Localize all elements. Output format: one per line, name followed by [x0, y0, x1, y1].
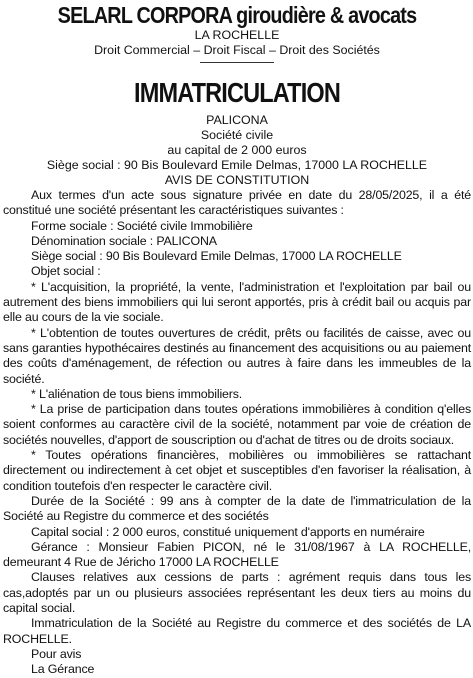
company-form: Société civile	[200, 128, 274, 142]
paragraph-for-notice: Pour avis	[31, 646, 82, 661]
paragraph-seat: Siège social : 90 Bis Boulevard Emile Delmas, 17000 LA ROCHELLE	[31, 249, 402, 264]
notice-title: IMMATRICULATION	[133, 77, 341, 108]
notice-body	[3, 188, 471, 678]
paragraph-legal-form: Forme sociale : Société civile Immobilière	[31, 218, 253, 233]
paragraph-purpose-2: * L'obtention de toutes ouvertures de crédit, prêts ou facilités de caisse, avec ou sans garanties hypothécaires destinés au financement des acquisitions ou au paiement des coûts d'aménagement, de réfection ou autres à faire dans les immeubles de la société.	[3, 325, 471, 386]
paragraph-signature: La Gérance	[31, 662, 95, 677]
firm-specialties: Droit Commercial – Droit Fiscal – Droit des Sociétés	[94, 43, 380, 57]
paragraph-capital: Capital social : 2 000 euros, constitué uniquement d'apports en numéraire	[31, 524, 425, 539]
paragraph-purpose-3: * L'aliénation de tous biens immobiliers.	[31, 386, 243, 401]
company-name: PALICONA	[206, 113, 268, 127]
paragraph-management: Gérance : Monsieur Fabien PICON, né le 31/08/1967 à LA ROCHELLE, demeurant 4 Rue de Jéricho 17000 LA ROCHELLE	[3, 539, 471, 570]
paragraph-intro: Aux termes d'un acte sous signature privée en date du 28/05/2025, il a été constitué une société présentant les caractéristiques suivantes :	[3, 188, 471, 218]
paragraph-duration: Durée de la Société : 99 ans à compter de la date de l'immatriculation de la Société au Registre du commerce et des sociétés	[3, 493, 471, 524]
paragraph-purpose-4: * La prise de participation dans toutes opérations immobilières à condition q'elles soient conformes au caractère civil de la société, notamment par voie de création de sociétés nouvelles, d'apport de souscription ou d'achat de titres ou de droits sociaux.	[3, 402, 471, 447]
notice-type: AVIS DE CONSTITUTION	[164, 173, 310, 187]
paragraph-name: Dénomination sociale : PALICONA	[31, 233, 217, 248]
company-seat: Siège social : 90 Bis Boulevard Emile Delmas, 17000 LA ROCHELLE	[46, 158, 428, 172]
firm-name: SELARL CORPORA giroudière & avocats	[57, 2, 417, 28]
firm-city: LA ROCHELLE	[194, 28, 280, 42]
paragraph-purpose-1: * L'acquisition, la propriété, la vente, l'administration et l'exploitation par bail ou autrement des biens immobiliers qui lui seront apportés, pris à crédit bail ou acquis par elle au cours de la vie sociale.	[3, 279, 471, 325]
paragraph-purpose-label: Objet social :	[31, 264, 101, 279]
paragraph-transfer-clauses: Clauses relatives aux cessions de parts : agrément requis dans tous les cas,adoptés par un ou plusieurs associées représentant les deux tiers au moins du capital social.	[3, 570, 471, 616]
paragraph-registration: Immatriculation de la Société au Registre du commerce et des sociétés de LA ROCHELLE.	[3, 616, 471, 646]
company-block	[3, 113, 471, 188]
paragraph-purpose-5: * Toutes opérations financières, mobilières ou immobilières se rattachant directement ou indirectement à cet objet et susceptibles d'en favoriser la réalisation, à condition toutefois d'en respecter le caractère civil.	[3, 448, 471, 493]
company-capital: au capital de 2 000 euros	[167, 143, 307, 157]
header-divider	[200, 62, 274, 63]
